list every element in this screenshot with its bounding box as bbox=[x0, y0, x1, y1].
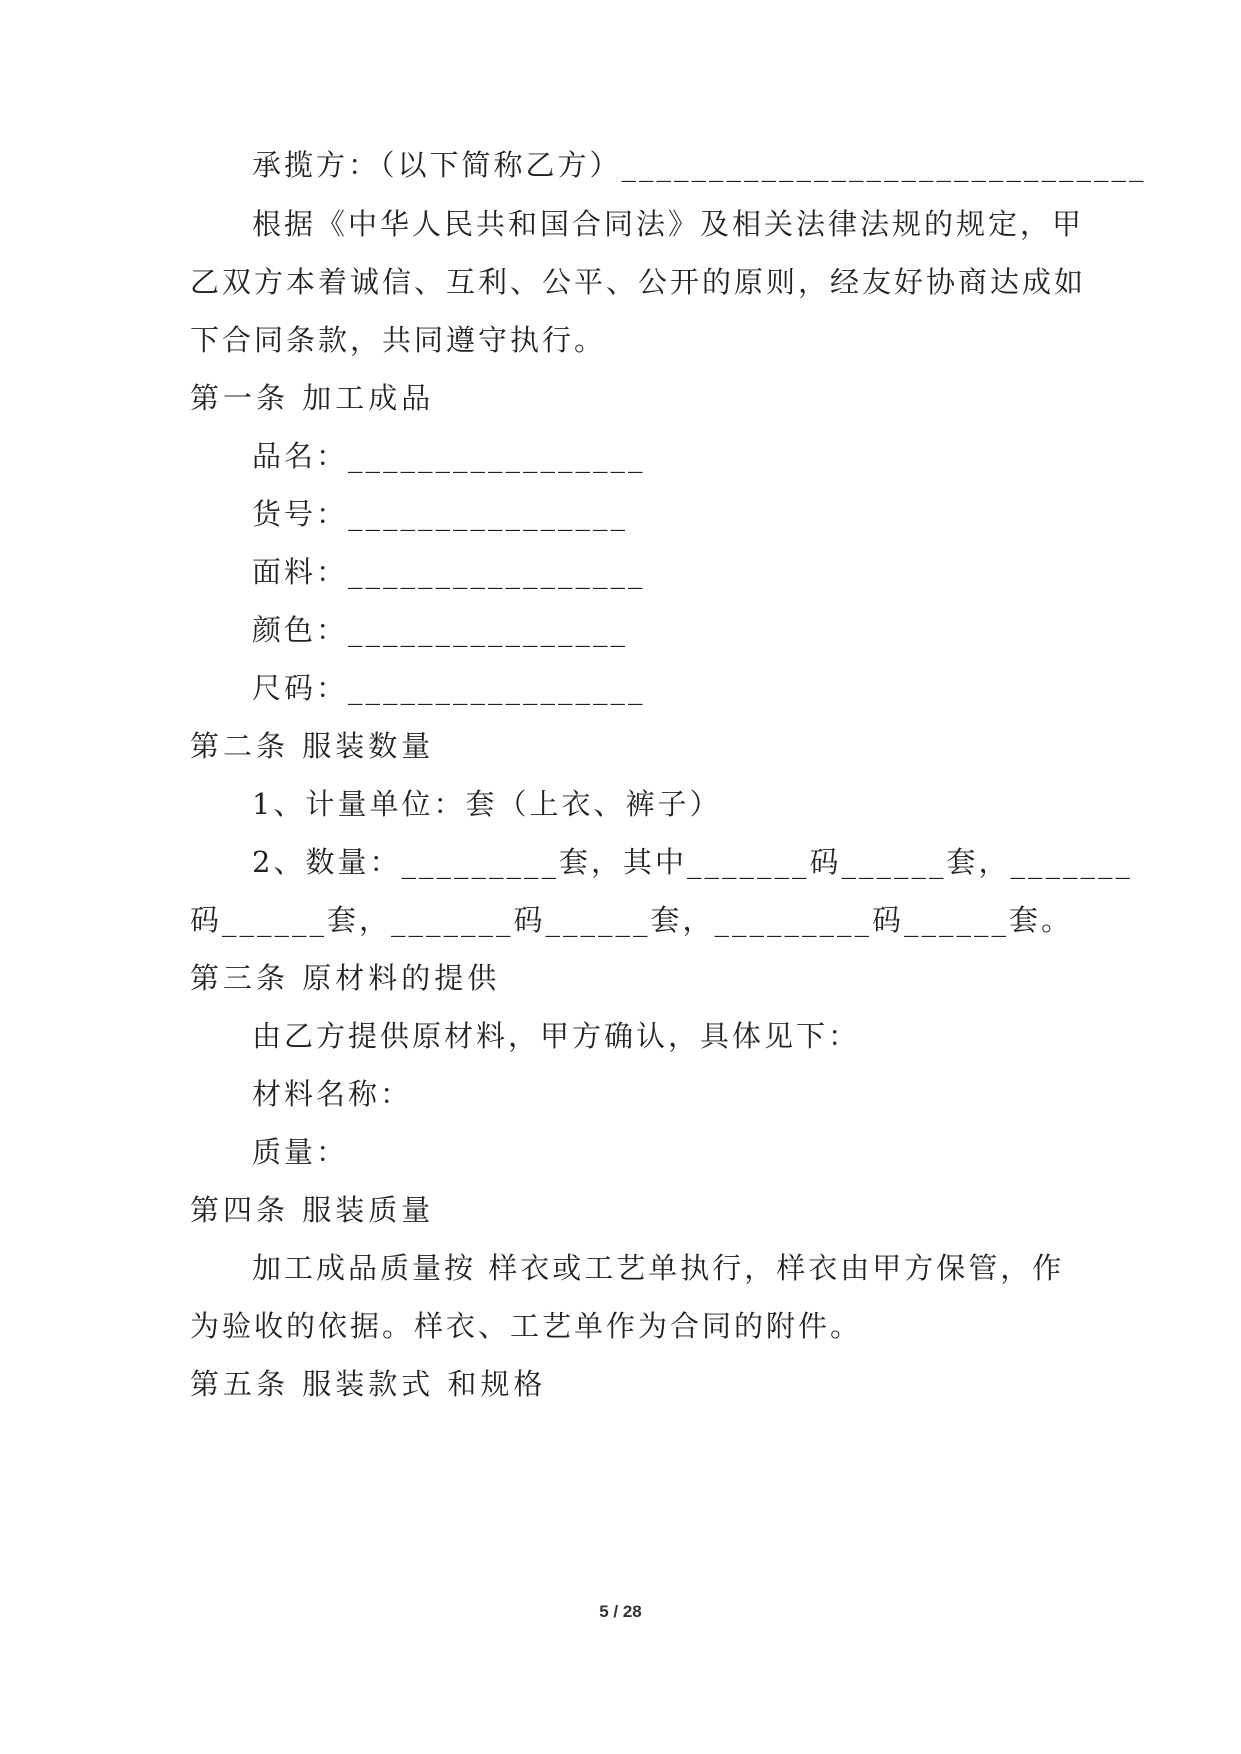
article-heading: 第四条 服装质量 bbox=[190, 1193, 435, 1227]
paragraph-line: 乙双方本着诚信、互利、公平、公开的原则，经友好协商达成如 bbox=[190, 265, 1087, 299]
article-heading: 第三条 原材料的提供 bbox=[190, 961, 501, 995]
paragraph-line: 由乙方提供原材料，甲方确认，具体见下： bbox=[252, 1019, 861, 1053]
contractor-line: 承揽方：（以下简称乙方）______________________________ bbox=[252, 148, 1147, 182]
field-line: 颜色：________________ bbox=[252, 613, 629, 647]
paragraph-line: 材料名称： bbox=[252, 1077, 413, 1111]
paragraph-line: 码______套，_______码______套，_________码______套。 bbox=[190, 903, 1074, 937]
article-heading: 第五条 服装款式 和规格 bbox=[190, 1367, 547, 1401]
paragraph-line: 下合同条款，共同遵守执行。 bbox=[190, 323, 607, 357]
page-number: 5 / 28 bbox=[599, 1602, 642, 1621]
article-heading: 第一条 加工成品 bbox=[190, 381, 435, 415]
field-line: 面料：_________________ bbox=[252, 555, 646, 589]
field-line: 尺码：_________________ bbox=[252, 671, 646, 705]
article-heading: 第二条 服装数量 bbox=[190, 729, 435, 763]
paragraph-line: 加工成品质量按 样衣或工艺单执行，样衣由甲方保管，作 bbox=[252, 1251, 1065, 1285]
paragraph-line: 2、数量：_________套，其中_______码______套，_______ bbox=[252, 845, 1133, 879]
field-line: 货号：________________ bbox=[252, 497, 629, 531]
field-line: 品名：_________________ bbox=[252, 439, 646, 473]
paragraph-line: 为验收的依据。样衣、工艺单作为合同的附件。 bbox=[190, 1309, 863, 1343]
paragraph-line: 1、计量单位：套（上衣、裤子） bbox=[252, 787, 722, 821]
paragraph-line: 根据《中华人民共和国合同法》及相关法律法规的规定，甲 bbox=[252, 207, 1085, 241]
paragraph-line: 质量： bbox=[252, 1135, 349, 1169]
